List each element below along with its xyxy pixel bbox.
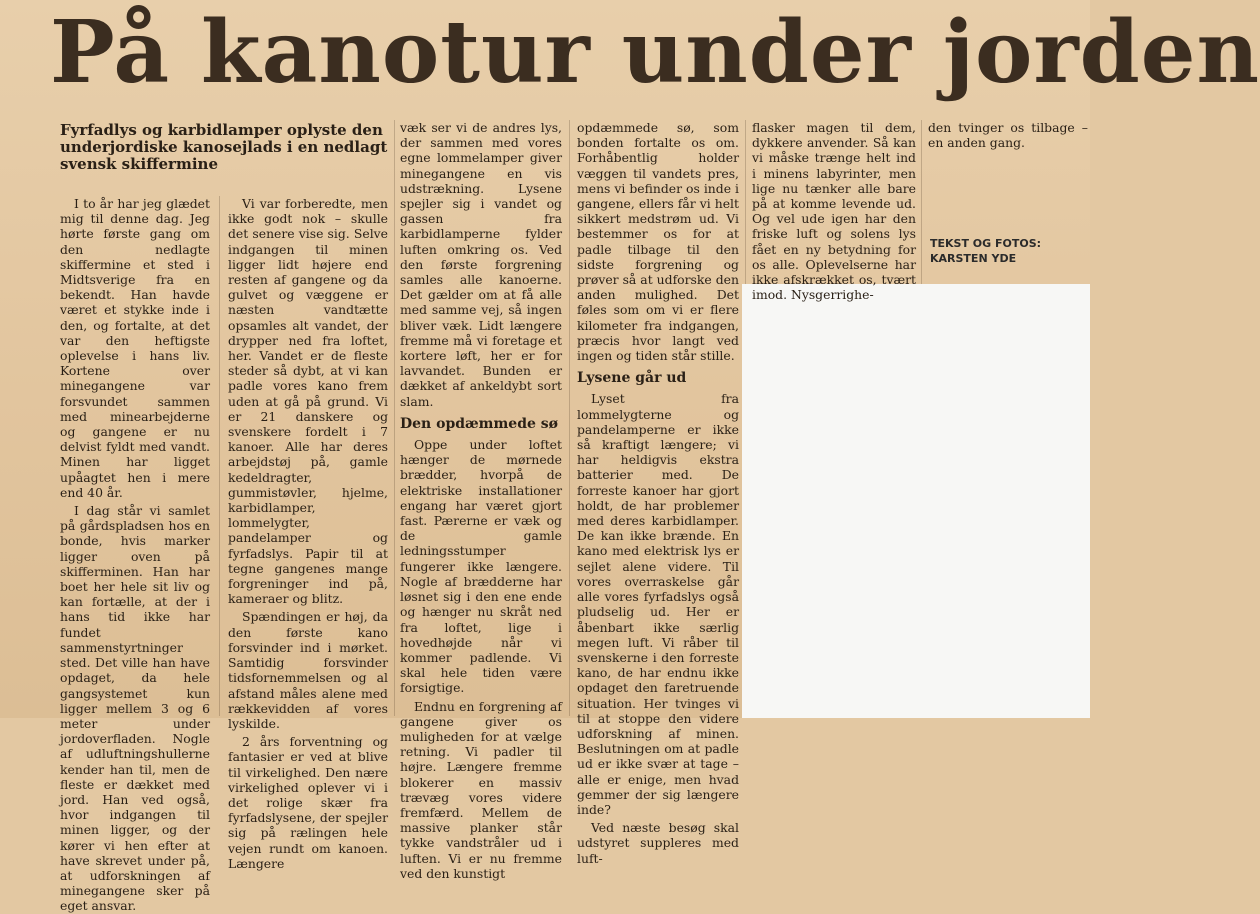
article-column-2 [228, 196, 388, 871]
credit-line-2: KARSTEN YDE [930, 252, 1017, 265]
article-column-5 [752, 120, 916, 303]
blank-scan-area [742, 284, 1090, 718]
photo-credit [930, 236, 1080, 266]
headline: På kanotur under jorden [50, 2, 1260, 103]
paragraph: Lyset fra lommelygterne og pandelamperne er ikke så kraftigt længere; vi har heldigvis ekstra batterier med. De forreste kanoer har gjort holdt, de har problemer med deres karbidlamper. De kan ikke brænde. En kano med elektrisk lys er sejlet alene videre. Til vores overraskelse går alle vores fyrfadslys også pludselig ud. Her er åbenbart ikke særlig megen luft. Vi råber til svenskerne i den forreste kano, de har endnu ikke opdaget den faretruende situation. Her tvinges vi til at stoppe den videre udforskning af minen. Beslutningen om at padle ud er ikke svær at tage – alle er enige, men hvad gemmer der sig længere inde? [577, 391, 739, 817]
paragraph: den tvinger os tilbage – en anden gang. [928, 120, 1088, 151]
article-column-4 [577, 120, 739, 866]
paragraph: I to år har jeg glædet mig til denne dag. Jeg hørte første gang om den nedlagte skiffermine et sted i Midtsverige fra en bekendt. Han havde været et stykke inde i den, og fortalte, at det var den heftigste oplevelse i hans liv. Kortene over minegangene var forsvundet sammen med minearbejderne og gangene er nu delvist fyldt med vandt. Minen har ligget upåagtet hen i mere end 40 år. [60, 196, 210, 500]
column-divider [219, 196, 220, 716]
column-divider [569, 120, 570, 716]
paragraph: I dag står vi samlet på gårdspladsen hos en bonde, hvis marker ligger oven på skifferminen. Han har boet her hele sit liv og kan fortælle, at der i hans tid ikke har fundet sammenstyrtninger sted. Det ville han have opdaget, da hele gangsystemet kun ligger mellem 3 og 6 meter under jordoverfladen. Nogle af udluftningshullerne kender han til, men de fleste er dækket med jord. Han ved også, hvor indgangen til minen ligger, og der kører vi hen efter at have skrevet under på, at udforskningen af minegangene sker på eget ansvar. [60, 503, 210, 914]
column-divider [745, 120, 746, 284]
article-column-6 [928, 120, 1088, 180]
article-column-1 [60, 196, 210, 914]
subheadline: Fyrfadlys og karbidlamper oplyste den underjordiske kanosejlads i en nedlagt svensk skiffermine [60, 121, 388, 173]
paragraph: Endnu en forgrening af gangene giver os muligheden for at vælge retning. Vi padler til højre. Længere fremme blokerer en massiv trævæg vores videre fremfærd. Mellem de massive planker står tykke vandstråler ud i luften. Vi er nu fremme ved den kunstigt [400, 698, 562, 881]
paragraph: Spændingen er høj, da den første kano forsvinder ind i mørket. Samtidig forsvinder tidsfornemmelsen og al afstand måles alene med rækkevidden af vores lyskilde. [228, 609, 388, 731]
paragraph: Ved næste besøg skal udstyret suppleres med luft- [577, 820, 739, 866]
credit-line-1: TEKST OG FOTOS: [930, 237, 1042, 250]
column-divider [921, 120, 922, 284]
section-heading: Lysene går ud [577, 370, 687, 387]
paragraph: opdæmmede sø, som bonden fortalte os om. Forhåbentlig holder væggen til vandets pres, mens vi befinder os inde i gangene, ellers får vi helt sikkert medstrøm ud. Vi bestemmer os for at padle tilbage til den sidste forgrening og prøver så at udforske den anden mulighed. Det føles som om vi er flere kilometer fra indgangen, præcis hvor langt ved ingen og tiden står stille. [577, 120, 739, 364]
paragraph: 2 års forventning og fantasier er ved at blive til virkelighed. Den nære virkelighed oplever vi i det rolige skær fra fyrfadslysene, der spejler sig på rælingen hele vejen rundt om kanoen. Længere [228, 734, 388, 871]
paragraph: Vi var forberedte, men ikke godt nok – skulle det senere vise sig. Selve indgangen til minen ligger lidt højere end resten af gangene og da gulvet og væggene er næsten vandtætte opsamles alt vandet, der drypper ned fra loftet, her. Vandet er de fleste steder så dybt, at vi kan padle vores kano frem uden at gå på grund. Vi er 21 danskere og svenskere fordelt i 7 kanoer. Alle har deres arbejdstøj på, gamle kedeldragter, gummistøvler, hjelme, karbidlamper, lommelygter, pandelamper og fyrfadslys. Papir til at tegne gangenes mange forgreninger ind på, kameraer og blitz. [228, 196, 388, 607]
article-column-3 [400, 120, 562, 881]
paragraph: væk ser vi de andres lys, der sammen med vores egne lommelamper giver minegangene en vis udstrækning. Lysene spejler sig i vandet og gassen fra karbidlamperne fylder luften omkring os. Ved den første forgrening samles alle kanoerne. Det gælder om at få alle med samme vej, så ingen bliver væk. Lidt længere fremme må vi foretage et kortere løft, her er for lavvandet. Bunden er dækket af ankeldybt sort slam. [400, 120, 562, 409]
paragraph: flasker magen til dem, dykkere anvender. Så kan vi måske trænge helt ind i minens labyrinter, men lige nu tænker alle bare på at komme levende ud. Og vel ude igen har den friske luft og solens lys fået en ny betydning for os alle. Oplevelserne har ikke afskrækket os, tvært imod. Nysgerrighe- [752, 120, 916, 303]
column-divider [394, 120, 395, 716]
section-heading: Den opdæmmede sø [400, 415, 558, 432]
paragraph: Oppe under loftet hænger de mørnede brædder, hvorpå de elektriske installationer engang har været gjort fast. Pærerne er væk og de gamle ledningsstumper fungerer ikke længere. Nogle af brædderne har løsnet sig i den ene ende og hænger nu skråt ned fra loftet, lige i hovedhøjde når vi kommer padlende. Vi skal hele tiden være forsigtige. [400, 437, 562, 696]
